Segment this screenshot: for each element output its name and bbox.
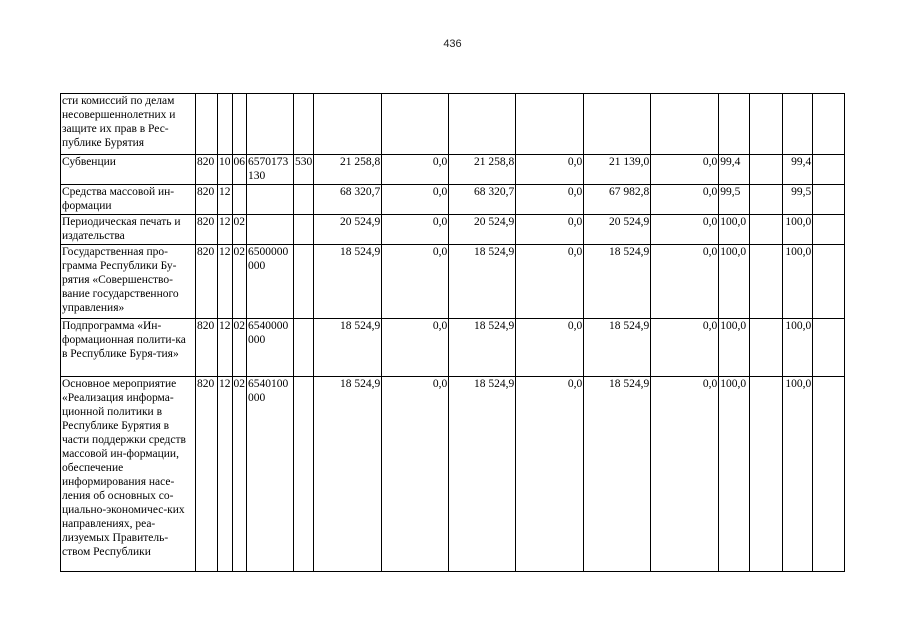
rz-code-cell: 12 (218, 377, 233, 572)
value-cell-4 (516, 94, 584, 155)
vr-code-cell (294, 377, 314, 572)
percent-cell-2: 100,0 (783, 377, 813, 572)
csr-code-cell: 6500000000 (247, 245, 294, 319)
vr-code-cell (294, 185, 314, 215)
value-cell-4: 0,0 (516, 319, 584, 377)
value-cell-5 (584, 94, 651, 155)
empty-cell (813, 94, 845, 155)
rz-code-cell: 10 (218, 155, 233, 185)
pr-code-cell: 02 (232, 377, 247, 572)
percent-cell-2: 100,0 (783, 319, 813, 377)
value-cell-6: 0,0 (651, 215, 719, 245)
pr-code-cell: 02 (232, 245, 247, 319)
rz-code-cell (218, 94, 233, 155)
percent-cell-2: 100,0 (783, 215, 813, 245)
pr-code-cell: 02 (232, 319, 247, 377)
table-row (61, 245, 845, 319)
empty-cell (750, 215, 783, 245)
value-cell-3 (449, 94, 516, 155)
csr-code-cell (247, 94, 294, 155)
rz-code-cell: 12 (218, 245, 233, 319)
vr-code-cell (294, 319, 314, 377)
value-cell-4: 0,0 (516, 245, 584, 319)
value-cell-5: 67 982,8 (584, 185, 651, 215)
value-cell-6: 0,0 (651, 185, 719, 215)
pr-code-cell (232, 94, 247, 155)
empty-cell (750, 319, 783, 377)
value-cell-1: 18 524,9 (314, 245, 382, 319)
value-cell-3: 18 524,9 (449, 319, 516, 377)
value-cell-1: 18 524,9 (314, 377, 382, 572)
empty-cell (750, 377, 783, 572)
value-cell-5: 21 139,0 (584, 155, 651, 185)
value-cell-6 (651, 94, 719, 155)
value-cell-6: 0,0 (651, 319, 719, 377)
percent-cell-1: 99,5 (719, 185, 750, 215)
vr-code-cell (294, 215, 314, 245)
percent-cell-2: 99,4 (783, 155, 813, 185)
value-cell-2: 0,0 (382, 245, 449, 319)
pr-code-cell (232, 185, 247, 215)
csr-code-cell: 6540000000 (247, 319, 294, 377)
value-cell-4: 0,0 (516, 185, 584, 215)
rz-code-cell: 12 (218, 215, 233, 245)
table-row (61, 377, 845, 572)
value-cell-6: 0,0 (651, 245, 719, 319)
empty-cell (750, 155, 783, 185)
csr-code-cell: 6570173130 (247, 155, 294, 185)
value-cell-3: 18 524,9 (449, 245, 516, 319)
empty-cell (750, 94, 783, 155)
vr-code-cell: 530 (294, 155, 314, 185)
value-cell-2: 0,0 (382, 377, 449, 572)
empty-cell (813, 319, 845, 377)
value-cell-6: 0,0 (651, 377, 719, 572)
value-cell-2: 0,0 (382, 185, 449, 215)
empty-cell (750, 245, 783, 319)
gr-code-cell: 820 (196, 185, 218, 215)
gr-code-cell: 820 (196, 215, 218, 245)
budget-table (60, 93, 845, 572)
percent-cell-2: 99,5 (783, 185, 813, 215)
empty-cell (813, 377, 845, 572)
value-cell-3: 20 524,9 (449, 215, 516, 245)
row-name-cell: Основное мероприятие «Реализация информа-ционной политики в Республике Бурятия в части поддержки средств массовой ин-формации, обеспечение информирования насе-ления об основных со-циально-экономичес-ких направлениях, реа-лизуемых Правитель-ством Республики (61, 377, 196, 572)
percent-cell-1: 100,0 (719, 245, 750, 319)
gr-code-cell: 820 (196, 245, 218, 319)
empty-cell (750, 185, 783, 215)
value-cell-4: 0,0 (516, 377, 584, 572)
percent-cell-1: 100,0 (719, 377, 750, 572)
page-number: 436 (443, 38, 462, 50)
value-cell-5: 20 524,9 (584, 215, 651, 245)
table-row (61, 185, 845, 215)
value-cell-1: 68 320,7 (314, 185, 382, 215)
vr-code-cell (294, 94, 314, 155)
value-cell-1: 18 524,9 (314, 319, 382, 377)
value-cell-1 (314, 94, 382, 155)
table-row (61, 319, 845, 377)
value-cell-5: 18 524,9 (584, 319, 651, 377)
value-cell-1: 20 524,9 (314, 215, 382, 245)
pr-code-cell: 02 (232, 215, 247, 245)
table-row (61, 155, 845, 185)
value-cell-3: 68 320,7 (449, 185, 516, 215)
value-cell-5: 18 524,9 (584, 377, 651, 572)
table-row (61, 94, 845, 155)
percent-cell-1 (719, 94, 750, 155)
row-name-cell: сти комиссий по делам несовершеннолетних и защите их прав в Рес-публике Бурятия (61, 94, 196, 155)
row-name-cell: Периодическая печать и издательства (61, 215, 196, 245)
percent-cell-1: 99,4 (719, 155, 750, 185)
value-cell-1: 21 258,8 (314, 155, 382, 185)
value-cell-3: 21 258,8 (449, 155, 516, 185)
value-cell-2: 0,0 (382, 215, 449, 245)
row-name-cell: Субвенции (61, 155, 196, 185)
value-cell-2 (382, 94, 449, 155)
csr-code-cell (247, 185, 294, 215)
value-cell-2: 0,0 (382, 155, 449, 185)
pr-code-cell: 06 (232, 155, 247, 185)
percent-cell-2 (783, 94, 813, 155)
row-name-cell: Подпрограмма «Ин-формационная полити-ка в Республике Буря-тия» (61, 319, 196, 377)
row-name-cell: Государственная про-грамма Республики Бу-рятия «Совершенство-вание государственного управления» (61, 245, 196, 319)
empty-cell (813, 245, 845, 319)
value-cell-5: 18 524,9 (584, 245, 651, 319)
value-cell-4: 0,0 (516, 155, 584, 185)
percent-cell-1: 100,0 (719, 215, 750, 245)
value-cell-6: 0,0 (651, 155, 719, 185)
percent-cell-2: 100,0 (783, 245, 813, 319)
rz-code-cell: 12 (218, 185, 233, 215)
rz-code-cell: 12 (218, 319, 233, 377)
value-cell-4: 0,0 (516, 215, 584, 245)
gr-code-cell: 820 (196, 319, 218, 377)
csr-code-cell: 6540100000 (247, 377, 294, 572)
vr-code-cell (294, 245, 314, 319)
gr-code-cell: 820 (196, 377, 218, 572)
empty-cell (813, 155, 845, 185)
empty-cell (813, 215, 845, 245)
gr-code-cell: 820 (196, 155, 218, 185)
row-name-cell: Средства массовой ин-формации (61, 185, 196, 215)
gr-code-cell (196, 94, 218, 155)
empty-cell (813, 185, 845, 215)
value-cell-2: 0,0 (382, 319, 449, 377)
value-cell-3: 18 524,9 (449, 377, 516, 572)
percent-cell-1: 100,0 (719, 319, 750, 377)
csr-code-cell (247, 215, 294, 245)
table-row (61, 215, 845, 245)
